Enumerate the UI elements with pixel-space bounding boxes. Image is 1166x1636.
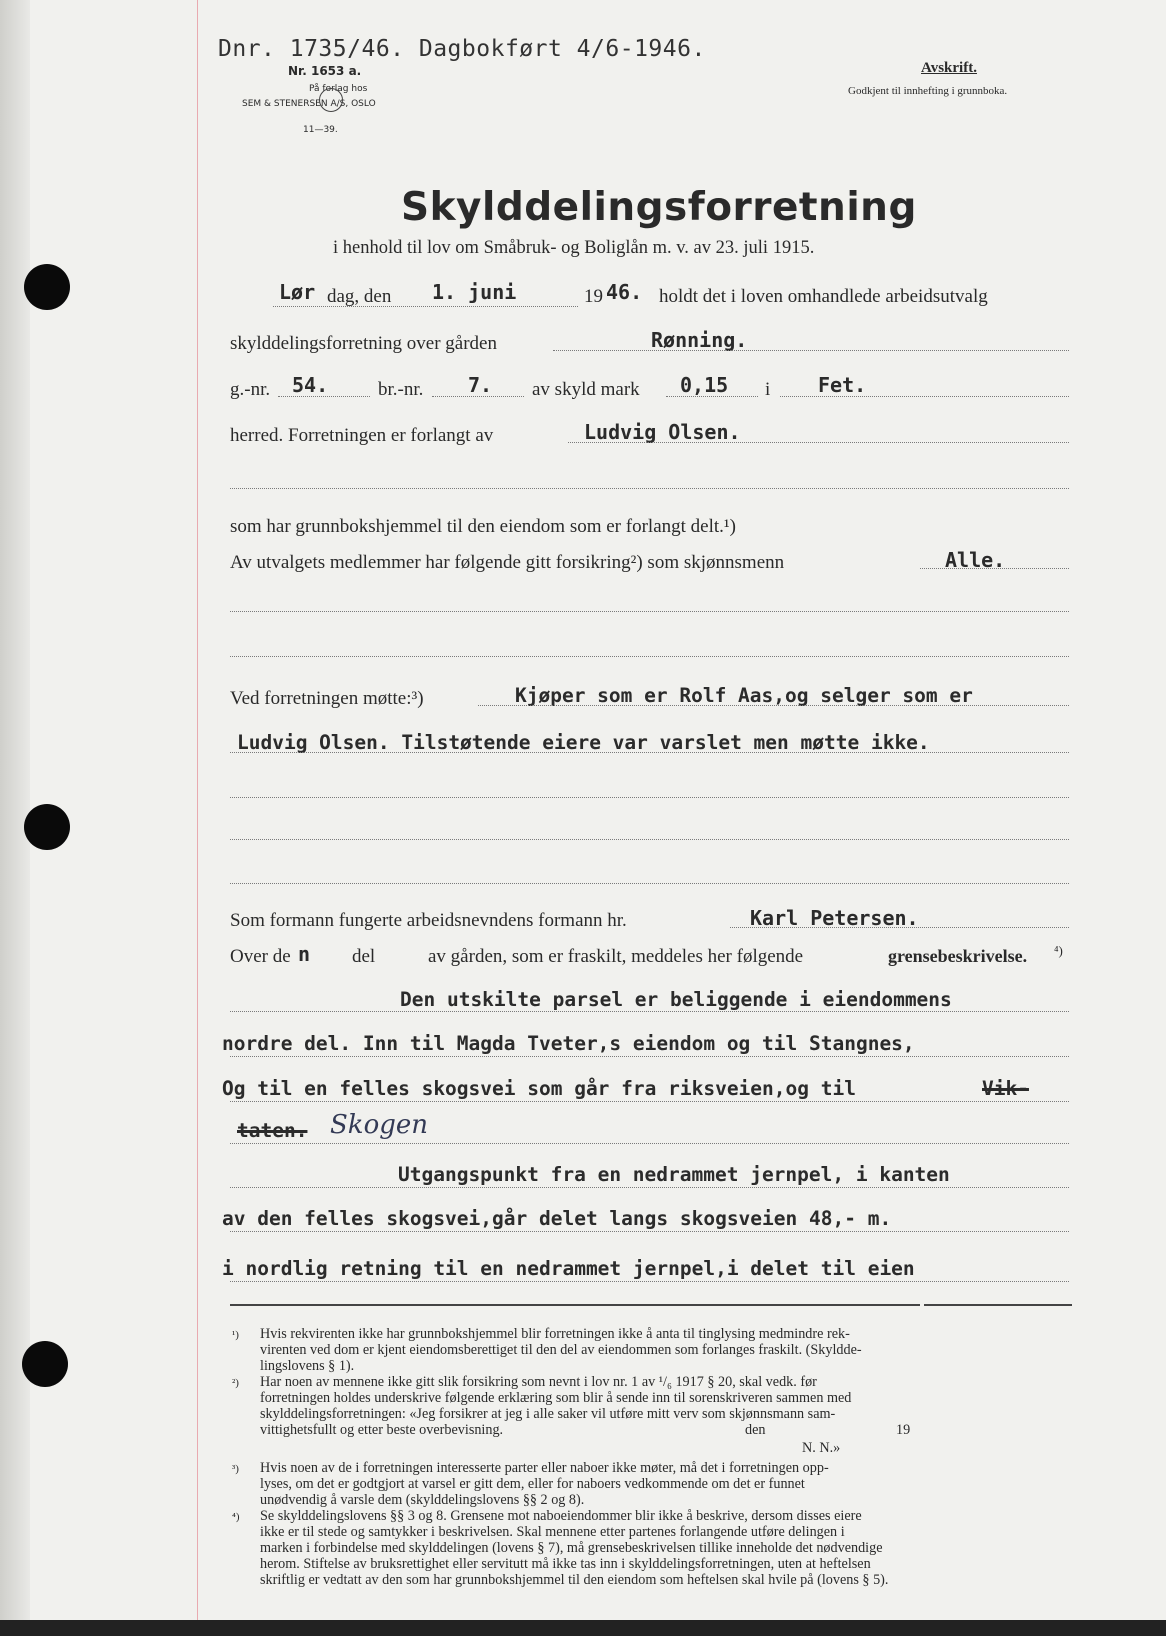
footnote-2-line: vittighetsfullt og etter beste overbevisning. [260, 1422, 504, 1438]
footnote-2-signature: N. N.» [802, 1440, 841, 1456]
fill-line [230, 1187, 1069, 1188]
publisher-note: På forlag hos [309, 84, 368, 94]
footnote-2-line: Har noen av mennene ikke gitt slik forsikring som nevnt i lov nr. 1 av ¹/₆ 1917 § 20, skal vedk. før [260, 1374, 817, 1390]
fill-line [478, 705, 1069, 706]
footnote-2-den: den [745, 1422, 766, 1438]
line5-text: som har grunnbokshjemmel til den eiendom som er forlangt delt.¹) [230, 516, 736, 537]
footnote-3-number: ³) [232, 1463, 239, 1475]
fill-line [730, 927, 1069, 928]
line6-typed: Alle. [945, 548, 1006, 572]
fill-line [230, 883, 1069, 884]
requester-typed: Ludvig Olsen. [584, 420, 741, 444]
dag-den-label: dag, den [327, 286, 392, 307]
footnote-1-line: Hvis rekvirenten ikke har grunnbokshjemmel blir forretningen ikke å anta til tinglysing medmindre rek- [260, 1326, 850, 1342]
fill-line [230, 488, 1069, 489]
footnote-2-line: forretningen holdes underskrive følgende erklæring som blir å sende inn til sorenskriveren sammen med [260, 1390, 852, 1406]
year-prefix: 19 [584, 286, 603, 307]
publisher-name: SEM & STENERSEN A/S, OSLO [242, 99, 376, 109]
date-typed: 1. juni [432, 280, 517, 304]
body-line: Utgangspunkt fra en nedrammet jernpel, i kanten [398, 1163, 950, 1186]
fill-line [230, 752, 1069, 753]
fill-line [230, 1143, 1069, 1144]
footnote-4-line: marken i forbindelse med skylddelingen (lovens § 7), må grensebeskrivelsen tillike inneholde det nødvendige [260, 1540, 883, 1556]
footnote-4-number: ⁴) [232, 1511, 240, 1523]
punch-hole [22, 1341, 68, 1387]
footnote-separator [230, 1304, 920, 1306]
fill-line [780, 396, 1069, 397]
fill-line [230, 1281, 1069, 1282]
red-margin-line [197, 0, 198, 1630]
fill-line [230, 797, 1069, 798]
fill-line [230, 656, 1069, 657]
fill-line [230, 1056, 1069, 1057]
fill-line [278, 396, 370, 397]
gnr-typed: 54. [292, 373, 329, 397]
print-date: 11—39. [303, 125, 338, 135]
body-line: Og til en felles skogsvei som går fra riksveien,og til [222, 1077, 856, 1100]
i-label: i [765, 379, 771, 400]
boundary-sup: ⁴) [1054, 943, 1063, 958]
line4-label: herred. Forretningen er forlangt av [230, 425, 494, 446]
footnote-3-line: unødvendig å varsle dem (skylddelingslovens §§ 2 og 8). [260, 1492, 585, 1508]
line2-label: skylddelingsforretning over gården [230, 333, 497, 354]
footnote-2-year: 19 [896, 1422, 911, 1438]
fill-line [230, 1231, 1069, 1232]
body-line: av den felles skogsvei,går delet langs skogsveien 48,- m. [222, 1207, 892, 1230]
punch-hole [24, 804, 70, 850]
struck-word: Vik- [982, 1077, 1029, 1100]
footnote-1-number: ¹) [232, 1329, 239, 1341]
body-line: nordre del. Inn til Magda Tveter,s eiendom og til Stangnes, [222, 1032, 915, 1055]
punch-hole [24, 264, 70, 310]
body-line: Den utskilte parsel er beliggende i eiendommens [400, 988, 952, 1011]
form-number: Nr. 1653 a. [288, 64, 362, 78]
publisher-logo-icon [319, 88, 343, 112]
footnote-3-line: lyses, om det er godtgjort at varsel er gitt dem, eller for naboers vedkommende om det er funnet [260, 1476, 805, 1492]
year-typed: 46. [606, 280, 643, 304]
body-line: i nordlig retning til en nedrammet jernpel,i delet til eien [222, 1257, 915, 1280]
weekday-typed: Lør [279, 280, 316, 304]
footnote-2-line: skylddelingsforretningen: «Jeg forsikrer at jeg i alle saker vil utføre mitt verv som skjønnsmann sam- [260, 1406, 836, 1422]
fill-line [920, 568, 1069, 569]
footnote-4-line: Se skylddelingslovens §§ 3 og 8. Grensene mot naboeiendommer blir ikke å beskrive, dersom disses eiere [260, 1508, 862, 1524]
copy-label: Avskrift. [921, 60, 977, 76]
footnote-1-line: virenten ved dom er kjent eiendomsberettiget til den del av eiendommen som forlanges fraskilt. (Skyldde- [260, 1342, 862, 1358]
skyld-typed: 0,15 [680, 373, 729, 397]
chair-typed: Karl Petersen. [750, 906, 919, 930]
document-title: Skylddelingsforretning [401, 185, 917, 230]
handwritten-note: Skogen [330, 1110, 428, 1140]
fill-line [553, 350, 1069, 351]
boundary-bold: grensebeskrivelse. [888, 946, 1028, 966]
fill-line [230, 839, 1069, 840]
fill-line [230, 1101, 1069, 1102]
footnote-4-line: herom. Stiftelse av bruksrettighet eller servitutt må ikke tas inn i skylddelingsforretningen, uten at heftelsen [260, 1556, 871, 1572]
fill-line [230, 611, 1069, 612]
approval-note: Godkjent til innhefting i grunnboka. [848, 85, 1008, 97]
footnote-separator [924, 1304, 1072, 1306]
struck-word: taten. [237, 1119, 308, 1142]
gnr-label: g.-nr. [230, 379, 271, 400]
chair-label: Som formann fungerte arbeidsnevndens formann hr. [230, 910, 627, 931]
document-subtitle: i henhold til lov om Småbruk- og Boliglån m. v. av 23. juli 1915. [333, 238, 815, 258]
fill-line [230, 1011, 1069, 1012]
footnote-2-number: ²) [232, 1377, 239, 1389]
scan-bottom-edge [0, 1620, 1166, 1636]
attend-label: Ved forretningen møtte:³) [230, 688, 424, 709]
footnote-1-line: lingslovens § 1). [260, 1358, 355, 1374]
bnr-typed: 7. [468, 373, 493, 397]
registration-number: Dnr. 1735/46. Dagbokført 4/6-1946. [218, 36, 706, 62]
fill-line [432, 396, 524, 397]
line1-rest: holdt det i loven omhandlede arbeidsutvalg [659, 286, 988, 307]
fill-line [666, 396, 758, 397]
skyld-label: av skyld mark [532, 379, 640, 400]
place-typed: Fet. [818, 373, 867, 397]
boundary-n-typed: n [298, 942, 311, 966]
footnote-3-line: Hvis noen av de i forretningen interesserte parter eller naboer ikke møter, må det i forretningen opp- [260, 1460, 829, 1476]
fill-line [273, 306, 578, 307]
footnote-4-line: skriftlig er vedtatt av den som har grunnbokshjemmel til den eiendom som heftelsen skal hvile på (lovens § 5). [260, 1572, 889, 1588]
attend-typed-2: Ludvig Olsen. Tilstøtende eiere var varslet men møtte ikke. [237, 731, 930, 754]
bnr-label: br.-nr. [378, 379, 424, 400]
boundary-del: del [352, 946, 376, 967]
farm-name-typed: Rønning. [651, 328, 748, 352]
boundary-rest: av gården, som er fraskilt, meddeles her følgende [428, 946, 804, 967]
footnote-4-line: ikke er til stede og samtykker i beskrivelsen. Skal mennene etter partenes forlangende utføre delingen i [260, 1524, 845, 1540]
boundary-over: Over de [230, 946, 291, 967]
line6-text: Av utvalgets medlemmer har følgende gitt forsikring²) som skjønnsmenn [230, 552, 785, 573]
attend-typed-1: Kjøper som er Rolf Aas,og selger som er [515, 684, 973, 707]
fill-line [568, 442, 1069, 443]
